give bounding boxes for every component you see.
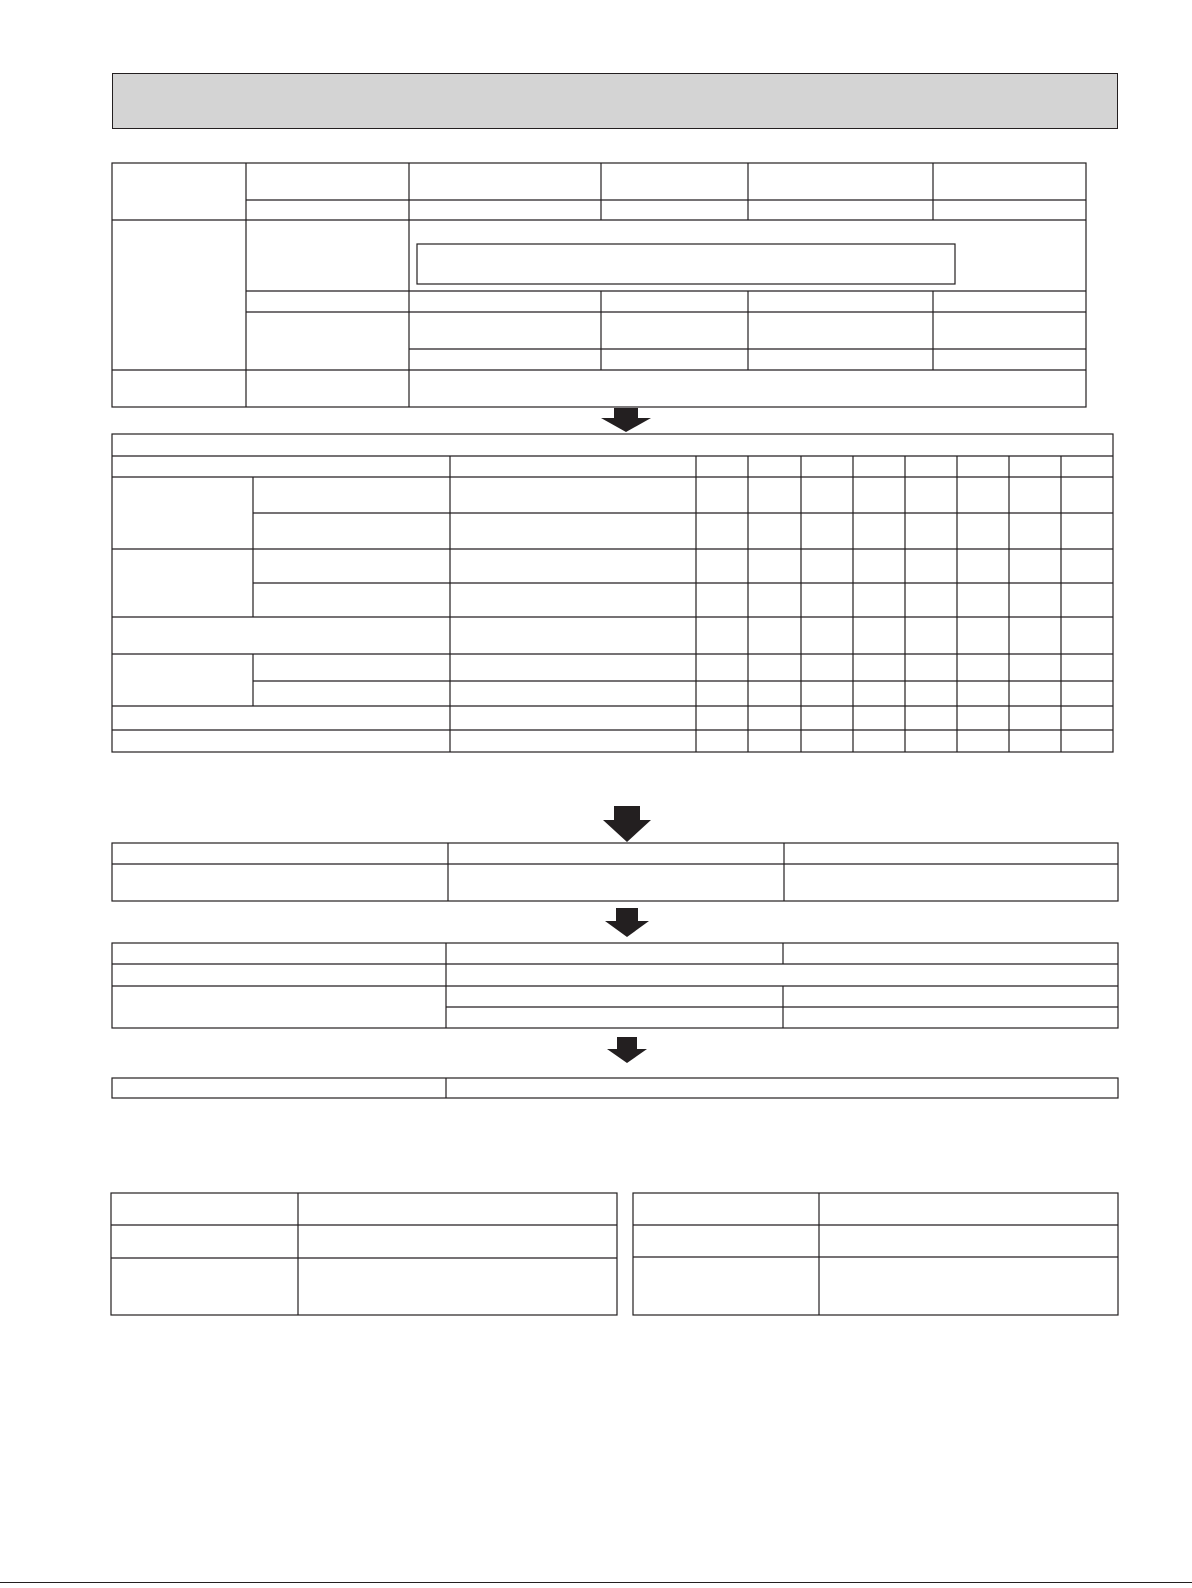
result-table-c <box>112 1078 1118 1098</box>
result-table-a <box>112 843 1118 901</box>
page-footer-rule <box>0 1582 1192 1583</box>
adjustment-table <box>112 434 1113 752</box>
result-table-b <box>112 943 1118 1028</box>
model-information-table <box>112 163 1086 407</box>
flow-arrow-4 <box>607 1037 647 1063</box>
reference-table-left <box>111 1193 617 1315</box>
reference-table-right <box>633 1193 1118 1315</box>
flow-arrow-3 <box>605 908 649 937</box>
inner-entry-box <box>417 244 955 284</box>
flow-arrow-1 <box>601 408 651 432</box>
flow-arrow-2 <box>603 806 651 842</box>
